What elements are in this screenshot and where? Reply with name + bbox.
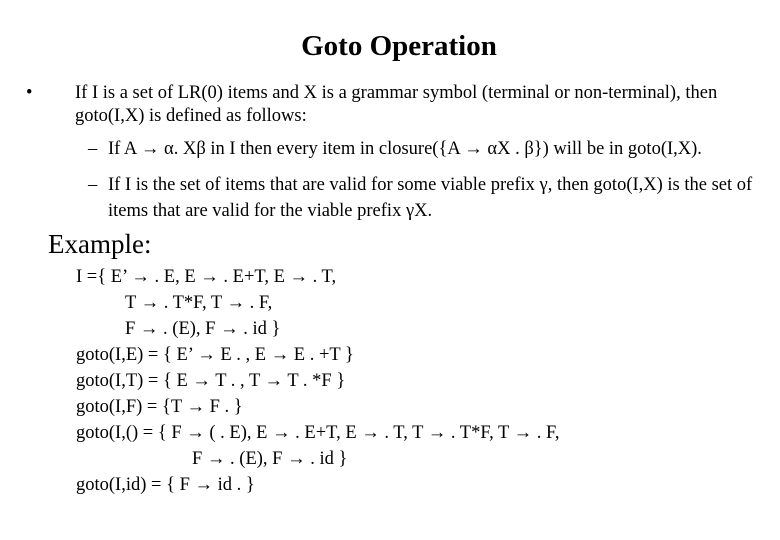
sub-bullet-mark: – [88, 175, 98, 195]
example-line: goto(I,T) = { E → T . , T → T . *F } [76, 371, 346, 391]
example-line: goto(I,() = { F → ( . E), E → . E+T, E → . T, T → . T*F, T → . F, [76, 423, 560, 443]
example-heading: Example: [48, 229, 152, 259]
example-line: goto(I,E) = { E’ → E . , E → E . +T } [76, 345, 354, 365]
bullet-mark: • [26, 83, 33, 103]
sub-bullet-text: If I is the set of items that are valid for some viable prefix γ, then goto(I,X) is the set of items that are valid for the viable prefix γX. [108, 175, 753, 221]
bullet-text: If I is a set of LR(0) items and X is a grammar symbol (terminal or non-terminal), then goto(I,X) is defined as follows: [75, 83, 718, 126]
sub-bullet-closure [88, 136, 778, 162]
sub-bullet-viable-prefix [88, 172, 778, 224]
sub-bullet-mark: – [88, 139, 98, 159]
slide-title: Goto Operation [301, 30, 497, 62]
example-line: F → . (E), F → . id } [192, 449, 348, 469]
sub-bullet-text: If A → α. Xβ in I then every item in closure({A → αX . β}) will be in goto(I,X). [108, 139, 702, 159]
example-line: goto(I,id) = { F → id . } [76, 475, 255, 495]
example-line: goto(I,F) = {T → F . } [76, 397, 243, 417]
example-line: F → . (E), F → . id } [125, 319, 281, 339]
bullet-definition [26, 82, 771, 128]
example-line: T → . T*F, T → . F, [125, 293, 273, 313]
example-line: I ={ E’ → . E, E → . E+T, E → . T, [76, 267, 337, 287]
